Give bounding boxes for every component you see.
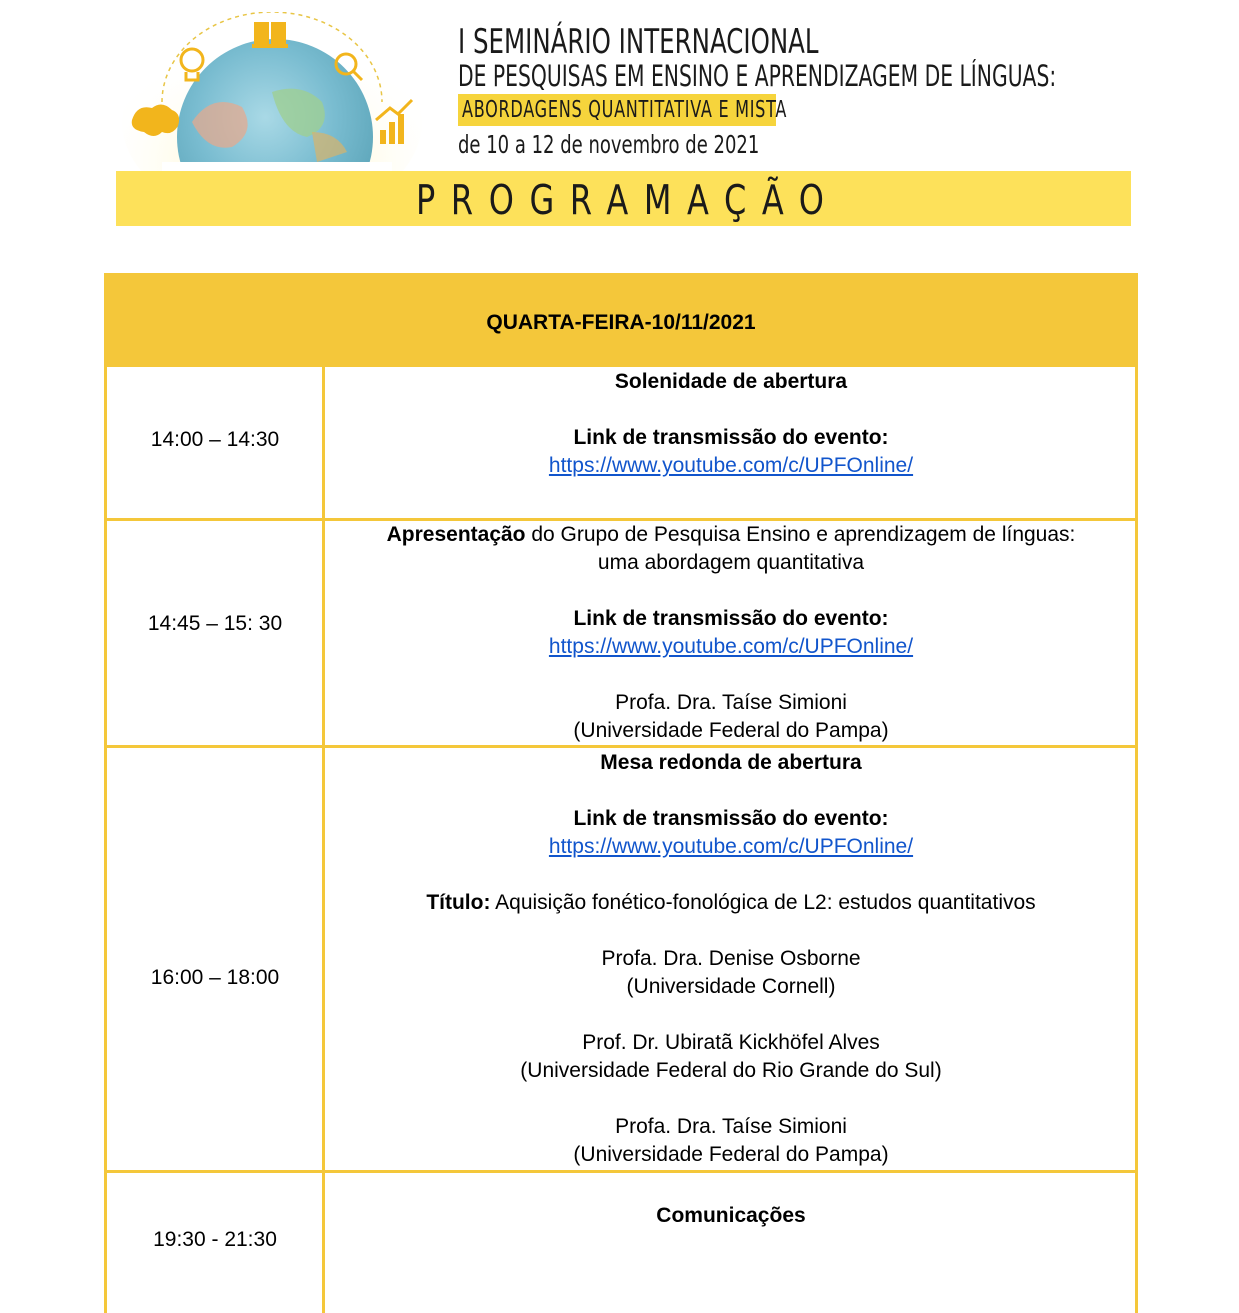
table-row: [326, 1202, 1136, 1230]
stream-link-label: Link de transmissão do evento:: [573, 607, 889, 630]
programacao-heading: PROGRAMAÇÃO: [416, 176, 840, 224]
speaker-name: Profa. Dra. Taíse Simioni: [615, 691, 847, 714]
row-time: 19:30 - 21:30: [153, 1228, 277, 1251]
row-time: 14:00 – 14:30: [150, 428, 280, 451]
row-divider: [104, 745, 1138, 748]
topic-label: Título:: [426, 891, 491, 914]
session-lead-line2: uma abordagem quantitativa: [597, 551, 865, 574]
stream-link[interactable]: https://www.youtube.com/c/UPFOnline/: [548, 835, 914, 858]
speaker-name: Prof. Dr. Ubiratã Kickhöfel Alves: [582, 1031, 880, 1054]
stream-link[interactable]: https://www.youtube.com/c/UPFOnline/: [548, 454, 914, 477]
stream-link[interactable]: https://www.youtube.com/c/UPFOnline/: [548, 635, 914, 658]
speaker-affiliation: (Universidade Federal do Pampa): [573, 1143, 889, 1166]
session-title: Mesa redonda de abertura: [600, 751, 862, 774]
table-row: [326, 521, 1136, 745]
day-label: QUARTA-FEIRA-10/11/2021: [486, 311, 756, 334]
event-dates: de 10 a 12 de novembro de 2021: [458, 130, 760, 159]
day-header: [104, 273, 1138, 367]
topic-text: Aquisição fonético-fonológica de L2: estudos quantitativos: [490, 891, 1036, 914]
session-title: Solenidade de abertura: [614, 370, 848, 393]
speaker-affiliation: (Universidade Federal do Pampa): [573, 719, 889, 742]
session-title: Comunicações: [656, 1204, 806, 1227]
stream-link-label: Link de transmissão do evento:: [573, 807, 889, 830]
speaker-affiliation: (Universidade Cornell): [626, 975, 836, 998]
speaker-name: Profa. Dra. Denise Osborne: [601, 947, 861, 970]
session-lead-text: do Grupo de Pesquisa Ensino e aprendizagem de línguas:: [525, 523, 1076, 546]
title-line-2: DE PESQUISAS EM ENSINO E APRENDIZAGEM DE LÍNGUAS:: [458, 59, 1057, 93]
title-line-1: I SEMINÁRIO INTERNACIONAL: [458, 22, 819, 62]
row-time: 14:45 – 15: 30: [147, 612, 283, 635]
seminar-logo: [122, 12, 422, 172]
title-line-3: ABORDAGENS QUANTITATIVA E MISTA: [462, 97, 788, 123]
session-lead-bold: Apresentação: [386, 523, 526, 546]
seminar-title-block: [458, 22, 1239, 162]
table-row: [326, 368, 1136, 480]
stream-link-label: Link de transmissão do evento:: [573, 426, 889, 449]
speaker-name: Profa. Dra. Taíse Simioni: [615, 1115, 847, 1138]
speaker-affiliation: (Universidade Federal do Rio Grande do Sul): [520, 1059, 942, 1082]
row-divider: [104, 1170, 1138, 1173]
row-time: 16:00 – 18:00: [150, 966, 280, 989]
table-row: [326, 749, 1136, 1169]
schedule-table: [104, 273, 1138, 1313]
